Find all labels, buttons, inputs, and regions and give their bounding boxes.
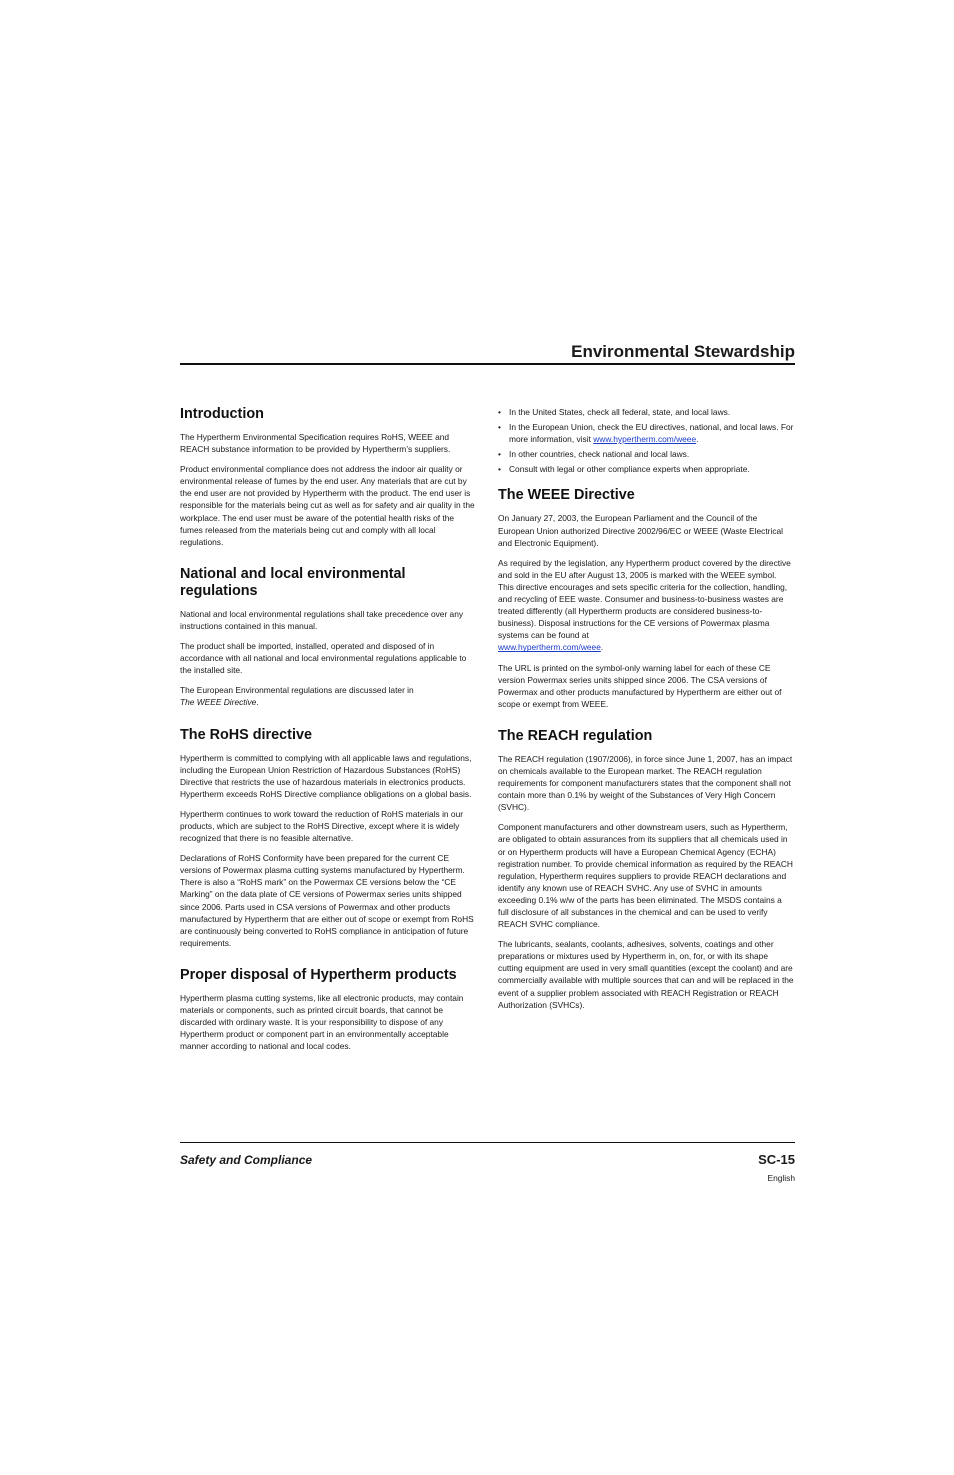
national-regulations-heading: National and local environmental regulations	[180, 565, 406, 599]
page-title: Environmental Stewardship	[571, 342, 795, 361]
bullet-text: Consult with legal or other compliance experts when appropriate.	[509, 464, 750, 475]
title-rule	[180, 363, 795, 365]
weee-paragraph-3: The URL is printed on the symbol-only warning label for each of these CE version Powermax series units shipped since 2006. The CSA versions of Powermax and other products manufactured by Hypertherm are either out of scope or exempt from WEEE.	[498, 662, 782, 709]
rohs-paragraph-3: Declarations of RoHS Conformity have been prepared for the current CE versions of Powermax plasma cutting systems manufactured by Hypertherm. There is also a “RoHS mark” on the Powermax CE versions below the “CE Marking” on the data plate of CE versions of Powermax series units shipped since 2006. Parts used in CSA versions of Powermax and other products manufactured by Hypertherm that are either out of scope or exempt from RoHS are continuously being converted to RoHS compliance in anticipation of future requirements.	[180, 853, 474, 948]
footer-section-title: Safety and Compliance	[180, 1153, 313, 1167]
period: .	[600, 642, 604, 653]
national-paragraph-1: National and local environmental regulations shall take precedence over any instructions contained in this manual.	[180, 608, 464, 631]
list-item: • In the United States, check all federal, state, and local laws.	[498, 407, 731, 417]
right-column	[498, 406, 794, 1019]
list-item: • In other countries, check national and local laws.	[498, 449, 690, 460]
disposal-heading: Proper disposal of Hypertherm products	[180, 966, 457, 983]
period: .	[696, 434, 699, 445]
introduction-heading: Introduction	[180, 406, 264, 422]
weee-link[interactable]: www.hypertherm.com/weee	[593, 434, 697, 445]
weee-link[interactable]: www.hypertherm.com/weee	[498, 642, 601, 653]
footer-rule	[180, 1142, 795, 1143]
national-paragraph-3	[180, 684, 476, 708]
rohs-paragraph-2: Hypertherm continues to work toward the reduction of RoHS materials in our products, which are subject to the RoHS Directive, except where it is widely recognized that there is no feasible alternative.	[180, 808, 464, 844]
weee-paragraph-2	[498, 557, 794, 654]
list-item: • Consult with legal or other compliance experts when appropriate.	[498, 464, 750, 475]
weee-heading: The WEEE Directive	[498, 487, 635, 504]
bullet-text: In the United States, check all federal, state, and local laws.	[509, 407, 731, 417]
weee-directive-reference: The WEEE Directive	[180, 697, 257, 708]
reach-paragraph-2: Component manufacturers and other downstream users, such as Hypertherm, are obligated to obtain assurances from its suppliers that all chemicals used in or on Hypertherm products will have a European Chemical Agency (ECHA) registration number. To provide chemical information as required by the REACH regulation, Hypertherm requires suppliers to provide REACH declarations and identify any known use of REACH SVHC. Any use of SVHC in amounts exceeding 0.1% w/w of the parts has been eliminated. The MSDS contains a full disclosure of all substances in the chemical and can be used to verify REACH SVHC compliance.	[498, 822, 793, 930]
language-label: English	[767, 1173, 795, 1183]
bullet-text: In the European Union, check the EU directives, national, and local laws. For more information, visit	[509, 422, 794, 445]
weee-paragraph-1: On January 27, 2003, the European Parliament and the Council of the European Union authorized Directive 2002/96/EC or WEEE (Waste Electrical and Electronic Equipment).	[498, 513, 784, 548]
bullet-text: In other countries, check national and local laws.	[509, 449, 690, 460]
national-paragraph-2: The product shall be imported, installed, operated and disposed of in accordance with all national and local environmental regulations applicable to the installed site.	[180, 641, 467, 676]
reach-paragraph-1: The REACH regulation (1907/2006), in force since June 1, 2007, has an impact on chemicals available to the European market. The REACH regulation requirements for component manufacturers states that the component shall not contain more than 0.1% by weight of the Substances of Very High Concern (SVHC).	[498, 753, 793, 813]
period: .	[256, 697, 259, 708]
list-item: • In the European Union, check the EU directives, national, and local laws. For more information, visit www.hypertherm.com/weee.	[498, 422, 794, 445]
reach-paragraph-3: The lubricants, sealants, coolants, adhesives, solvents, coatings and other preparations or mixtures used by Hypertherm in, on, for, or with its shape cutting equipment are used in very small quantities (except the coolant) and are commercially available with multiple sources that can and will be replaced in the event of a supplier problem associated with REACH Registration or REACH Authorization (SVHCs).	[498, 939, 794, 1010]
disposal-paragraph-1: Hypertherm plasma cutting systems, like all electronic products, may contain materials or components, such as printed circuit boards, that cannot be discarded with ordinary waste. It is your responsibility to dispose of any Hypertherm product or component part in an environmentally acceptable manner according to national and local codes.	[180, 992, 464, 1052]
reach-heading: The REACH regulation	[498, 727, 653, 744]
introduction-paragraph-2: Product environmental compliance does not address the indoor air quality or environmental release of fumes by the end user. Any materials that are cut by the end user are not provided by Hypertherm with the product. The end user is responsible for the materials being cut as well as for safety and air quality in the workplace. The end user must be aware of the potential health risks of the fumes released from the materials being cut and comply with all local regulations.	[180, 464, 475, 547]
weee-p2-text: As required by the legislation, any Hypertherm product covered by the directive and sold in the EU after August 13, 2005 is marked with the WEEE symbol. This directive encourages and sets specific criteria for the collection, handling, and recycling of EEE waste. Consumer and business-to-business wastes are treated differently (all Hypertherm products are considered business-to-business). Disposal instructions for the CE versions of Powermax plasma systems can be found at	[498, 557, 791, 641]
national-p3-text: The European Environmental regulations are discussed later in	[180, 685, 414, 696]
left-column	[180, 406, 476, 1060]
rohs-paragraph-1: Hypertherm is committed to complying with all applicable laws and regulations, including the European Union Restriction of Hazardous Substances (RoHS) Directive that restricts the use of hazardous materials in electronics products. Hypertherm exceeds RoHS Directive compliance obligations on a global basis.	[180, 752, 472, 799]
introduction-paragraph-1: The Hypertherm Environmental Specification requires RoHS, WEEE and REACH substance information to be provided by Hypertherm’s suppliers.	[180, 432, 451, 455]
page-number: SC-15	[758, 1152, 795, 1167]
rohs-heading: The RoHS directive	[180, 726, 312, 743]
disposal-bullet-list	[498, 406, 794, 475]
